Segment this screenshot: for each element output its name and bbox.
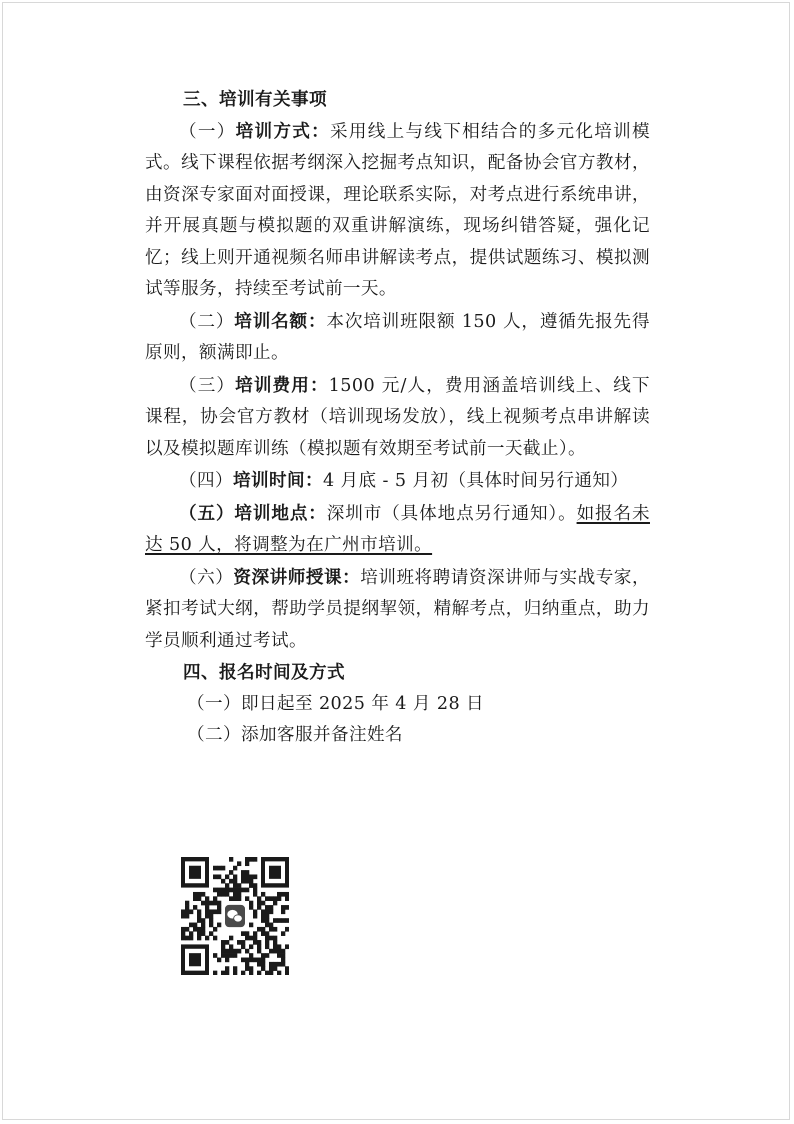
qr-module <box>241 944 245 949</box>
qr-module <box>237 888 241 893</box>
qr-module <box>241 940 245 945</box>
qr-module <box>281 953 285 958</box>
qr-module <box>193 896 197 901</box>
qr-module <box>233 949 237 954</box>
qr-module <box>249 971 253 975</box>
qr-module <box>209 909 213 914</box>
qr-module <box>253 931 257 936</box>
qr-module <box>269 966 273 971</box>
qr-module <box>257 901 261 906</box>
qr-module <box>225 949 229 954</box>
qr-module <box>205 901 209 906</box>
qr-module <box>213 866 217 871</box>
qr-module <box>197 914 201 919</box>
item-label: 培训名额： <box>234 310 327 332</box>
qr-module <box>209 914 213 919</box>
qr-module <box>249 883 253 888</box>
qr-module <box>245 870 249 875</box>
qr-module <box>229 944 233 949</box>
qr-module <box>277 953 281 958</box>
qr-module <box>233 896 237 901</box>
qr-finder-inner <box>269 866 281 879</box>
qr-module <box>241 874 245 879</box>
registration-method: （二）添加客服并备注姓名 <box>187 725 403 745</box>
qr-module <box>285 918 289 923</box>
qr-module <box>257 896 261 901</box>
item-training-method <box>145 116 650 306</box>
qr-module <box>245 962 249 967</box>
item-training-quota <box>145 306 650 370</box>
qr-module <box>249 874 253 879</box>
qr-module <box>193 923 197 928</box>
qr-module <box>277 949 281 954</box>
qr-module <box>221 940 225 945</box>
qr-module <box>269 923 273 928</box>
qr-module <box>221 866 225 871</box>
qr-module <box>265 971 269 975</box>
qr-module <box>213 953 217 958</box>
qr-module <box>269 896 273 901</box>
item-label: 培训时间： <box>232 470 323 491</box>
qr-module <box>261 966 265 971</box>
qr-module <box>269 905 273 910</box>
item-text: 采用线上与线下相结合的多元化培训模式。线下课程依据考纲深入挖掘考点知识，配备协会官方教材，由资深专家面对面授课，理论联系实际，对考点进行系统串讲，并开展真题与模拟题的双重讲解演练，现场纠错答疑，强化记忆；线上则开通视频名师串讲解读考点，提供试题练习、模拟测试等服务，持续至考试前一天。 <box>145 121 650 299</box>
qr-module <box>241 971 245 975</box>
qr-module <box>201 918 205 923</box>
qr-module <box>229 936 233 941</box>
item-prefix: （四） <box>179 471 233 491</box>
qr-module <box>181 931 185 936</box>
item-senior-lecturers <box>145 562 650 658</box>
qr-module <box>277 896 281 901</box>
qr-module <box>249 936 253 941</box>
qr-module <box>273 962 277 967</box>
qr-module <box>261 962 265 967</box>
qr-module <box>257 962 261 967</box>
qr-module <box>225 883 229 888</box>
qr-module <box>213 927 217 932</box>
qr-module <box>181 909 185 914</box>
registration-deadline: （一）即日起至 2025 年 4 月 28 日 <box>187 693 485 714</box>
qr-module <box>261 909 265 914</box>
qr-module <box>185 936 189 941</box>
underlined-notice: 如报名未达 50 人，将调整为在广州市培训。 <box>145 503 650 555</box>
qr-module <box>217 901 221 906</box>
qr-module <box>241 870 245 875</box>
section-3-heading: 三、培训有关事项 <box>183 89 327 110</box>
item-prefix: （五） <box>179 502 235 524</box>
qr-module <box>201 931 205 936</box>
qr-module <box>273 940 277 945</box>
qr-module <box>265 931 269 936</box>
qr-module <box>261 958 265 963</box>
qr-module <box>217 923 221 928</box>
qr-module <box>225 888 229 893</box>
qr-module <box>281 909 285 914</box>
qr-module <box>257 949 261 954</box>
qr-module <box>193 905 197 910</box>
qr-module <box>261 953 265 958</box>
qr-module <box>277 892 281 897</box>
qr-module <box>209 901 213 906</box>
qr-module <box>269 971 273 975</box>
qr-module <box>273 918 277 923</box>
qr-module <box>213 936 217 941</box>
item-training-location <box>145 498 650 562</box>
qr-module <box>181 936 185 941</box>
qr-module <box>205 896 209 901</box>
qr-module <box>181 927 185 932</box>
wechat-bubble-small <box>234 915 243 922</box>
qr-module <box>221 892 225 897</box>
qr-module <box>285 905 289 910</box>
document-body <box>145 84 650 752</box>
qr-module <box>265 944 269 949</box>
qr-module <box>193 927 197 932</box>
qr-module <box>249 879 253 884</box>
qr-module <box>241 879 245 884</box>
qr-finder-inner <box>189 953 201 966</box>
qr-module <box>245 896 249 901</box>
qr-module <box>249 857 253 862</box>
qr-module <box>249 923 253 928</box>
qr-module <box>201 901 205 906</box>
qr-module <box>273 927 277 932</box>
qr-module <box>285 927 289 932</box>
qr-module <box>253 914 257 919</box>
qr-module <box>281 962 285 967</box>
qr-module <box>261 931 265 936</box>
qr-module <box>201 927 205 932</box>
qr-module <box>197 936 201 941</box>
qr-module <box>213 896 217 901</box>
qr-module <box>245 857 249 862</box>
qr-module <box>269 927 273 932</box>
qr-module <box>285 944 289 949</box>
qr-module <box>209 918 213 923</box>
qr-module <box>217 958 221 963</box>
qr-module <box>237 896 241 901</box>
qr-module <box>265 923 269 928</box>
item-label: 培训地点： <box>234 502 327 524</box>
item-prefix: （三） <box>179 375 236 396</box>
qr-module <box>213 971 217 975</box>
qr-module <box>273 936 277 941</box>
qr-module <box>201 892 205 897</box>
qr-module <box>249 953 253 958</box>
item-label: 资深讲师授课： <box>233 566 361 588</box>
qr-module <box>257 927 261 932</box>
qr-module <box>265 909 269 914</box>
qr-module <box>189 936 193 941</box>
qr-module <box>217 866 221 871</box>
qr-module <box>197 931 201 936</box>
item-text: 1500 元/人，费用涵盖培训线上、线下课程，协会官方教材（培训现场发放），线上视频考点串讲解读以及模拟题库训练（模拟题有效期至考试前一天截止）。 <box>145 375 650 459</box>
qr-module <box>249 944 253 949</box>
qr-module <box>189 931 193 936</box>
qr-module <box>249 901 253 906</box>
qr-module <box>261 927 265 932</box>
qr-module <box>253 940 257 945</box>
qr-module <box>265 905 269 910</box>
section-4-heading: 四、报名时间及方式 <box>183 662 345 683</box>
qr-module <box>225 958 229 963</box>
qr-module <box>257 958 261 963</box>
item-prefix: （二） <box>179 311 235 332</box>
qr-module <box>265 914 269 919</box>
qr-module <box>281 918 285 923</box>
qr-module <box>237 861 241 866</box>
qr-module <box>217 905 221 910</box>
qr-module <box>265 918 269 923</box>
qr-module <box>237 940 241 945</box>
qr-module <box>245 879 249 884</box>
qr-module <box>277 944 281 949</box>
qr-module <box>229 953 233 958</box>
qr-module <box>233 874 237 879</box>
qr-module <box>241 888 245 893</box>
qr-module <box>281 905 285 910</box>
qr-module <box>253 936 257 941</box>
qr-module <box>205 909 209 914</box>
qr-module <box>197 927 201 932</box>
qr-module <box>209 931 213 936</box>
qr-module <box>185 927 189 932</box>
qr-module <box>269 962 273 967</box>
qr-module <box>265 940 269 945</box>
qr-module <box>225 892 229 897</box>
qr-module <box>281 892 285 897</box>
qr-module <box>253 857 257 862</box>
qr-module <box>249 958 253 963</box>
qr-module <box>221 949 225 954</box>
qr-module <box>197 909 201 914</box>
qr-module <box>221 944 225 949</box>
qr-module <box>241 931 245 936</box>
qr-module <box>205 914 209 919</box>
qr-module <box>213 901 217 906</box>
qr-module <box>261 914 265 919</box>
qr-module <box>185 914 189 919</box>
qr-module <box>257 940 261 945</box>
qr-module <box>221 971 225 975</box>
qr-module <box>217 909 221 914</box>
qr-module <box>229 888 233 893</box>
qr-module <box>233 966 237 971</box>
qr-module <box>265 896 269 901</box>
qr-module <box>229 949 233 954</box>
qr-module <box>205 905 209 910</box>
qr-module <box>245 874 249 879</box>
item-prefix: （一） <box>179 121 236 142</box>
qr-module <box>185 901 189 906</box>
qr-module <box>229 857 233 862</box>
qr-module <box>233 879 237 884</box>
qr-module <box>249 966 253 971</box>
qr-module <box>237 883 241 888</box>
qr-module <box>273 944 277 949</box>
qr-module <box>257 944 261 949</box>
qr-module <box>245 888 249 893</box>
qr-module <box>221 879 225 884</box>
qr-module <box>285 971 289 975</box>
qr-module <box>237 892 241 897</box>
qr-module <box>245 861 249 866</box>
qr-module <box>217 874 221 879</box>
qr-module <box>257 905 261 910</box>
qr-module <box>233 883 237 888</box>
qr-module <box>281 958 285 963</box>
qr-module <box>229 896 233 901</box>
qr-code-graphic <box>181 857 289 975</box>
qr-module <box>265 953 269 958</box>
qr-module <box>273 896 277 901</box>
qr-module <box>281 931 285 936</box>
qr-module <box>265 936 269 941</box>
qr-module <box>253 874 257 879</box>
qr-module <box>225 953 229 958</box>
qr-module <box>245 958 249 963</box>
qr-module <box>249 905 253 910</box>
qr-module <box>269 936 273 941</box>
qr-module <box>273 949 277 954</box>
qr-module <box>245 931 249 936</box>
qr-module <box>257 971 261 975</box>
qr-module <box>229 870 233 875</box>
qr-module <box>221 953 225 958</box>
qr-module <box>269 949 273 954</box>
qr-module <box>245 949 249 954</box>
qr-module <box>253 958 257 963</box>
qr-module <box>273 901 277 906</box>
item-text: 4 月底 - 5 月初（具体时间另行通知） <box>322 471 629 491</box>
qr-module <box>237 949 241 954</box>
qr-module <box>225 874 229 879</box>
qr-module <box>253 892 257 897</box>
qr-module <box>285 896 289 901</box>
qr-module <box>253 883 257 888</box>
qr-module <box>269 909 273 914</box>
qr-module <box>189 909 193 914</box>
qr-module <box>197 918 201 923</box>
qr-module <box>261 892 265 897</box>
qr-module <box>261 918 265 923</box>
qr-module <box>245 936 249 941</box>
qr-module <box>253 909 257 914</box>
item-prefix: （六） <box>179 567 234 588</box>
qr-module <box>233 892 237 897</box>
qr-module <box>261 901 265 906</box>
qr-module <box>205 936 209 941</box>
qr-module <box>277 971 281 975</box>
qr-module <box>277 918 281 923</box>
qr-module <box>233 953 237 958</box>
item-label: 培训费用： <box>235 374 329 396</box>
qr-module <box>209 923 213 928</box>
qr-module <box>285 892 289 897</box>
qr-module <box>233 866 237 871</box>
qr-module <box>185 909 189 914</box>
qr-module <box>225 940 229 945</box>
qr-module <box>229 879 233 884</box>
qr-module <box>197 896 201 901</box>
qr-module <box>281 949 285 954</box>
qr-module <box>245 966 249 971</box>
qr-module <box>213 888 217 893</box>
qr-module <box>233 888 237 893</box>
qr-module <box>217 892 221 897</box>
qr-module <box>273 966 277 971</box>
item-label: 培训方式： <box>235 120 330 142</box>
qr-module <box>201 923 205 928</box>
qr-module <box>233 971 237 975</box>
item-training-time <box>145 465 650 498</box>
qr-finder-inner <box>189 866 201 879</box>
item-text: 深圳市（具体地点另行通知）。 <box>326 503 577 524</box>
item-text: 培训班将聘请资深讲师与实战专家，紧扣考试大纲，帮助学员提纲挈领，精解考点，归纳重点，助力学员顺利通过考试。 <box>145 567 650 651</box>
qr-module <box>217 888 221 893</box>
qr-module <box>197 892 201 897</box>
item-training-fee <box>145 370 650 466</box>
qr-module <box>185 905 189 910</box>
qr-module <box>241 958 245 963</box>
qr-module <box>213 874 217 879</box>
qr-module <box>181 914 185 919</box>
qr-module <box>189 923 193 928</box>
qr-module <box>253 888 257 893</box>
wechat-qr-code <box>181 857 289 975</box>
qr-module <box>225 966 229 971</box>
qr-module <box>277 962 281 967</box>
qr-module <box>225 971 229 975</box>
qr-module <box>285 966 289 971</box>
qr-module <box>213 909 217 914</box>
qr-module <box>221 888 225 893</box>
item-text: 本次培训班限额 150 人，遵循先报先得原则，额满即止。 <box>145 311 650 363</box>
qr-module <box>193 892 197 897</box>
